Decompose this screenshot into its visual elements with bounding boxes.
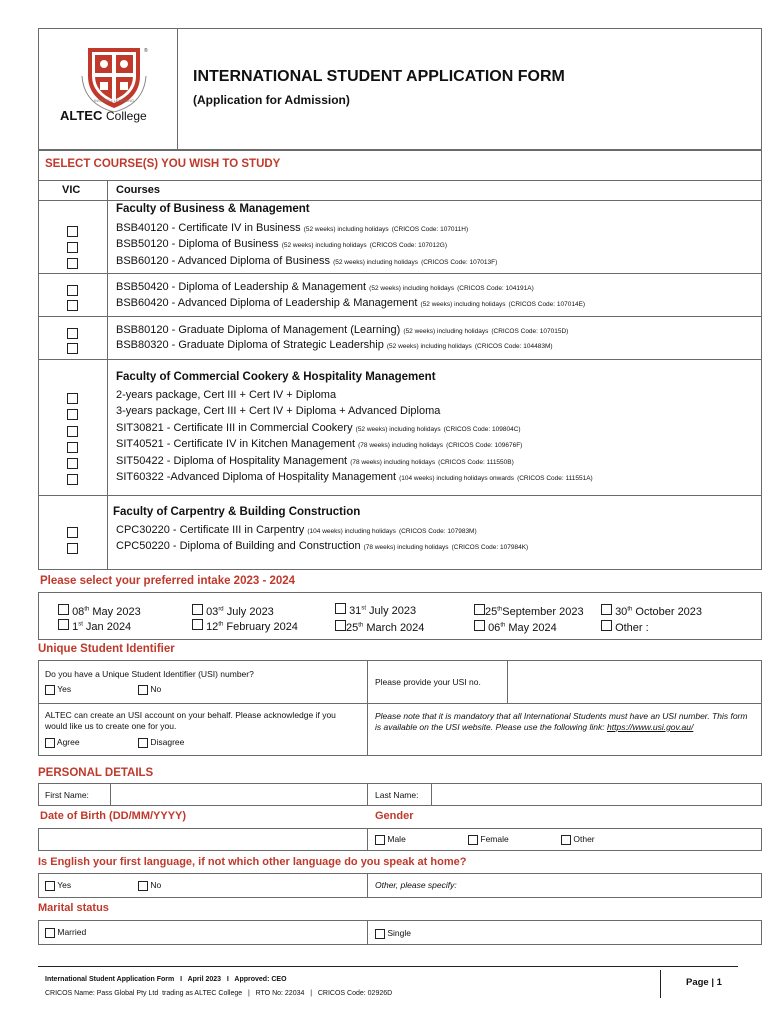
- gender-male-option[interactable]: Male: [375, 834, 406, 845]
- marital-single-option[interactable]: Single: [375, 928, 411, 939]
- other-language-label: Other, please specify:: [375, 880, 457, 890]
- intake-option-other[interactable]: Other :: [601, 620, 649, 634]
- course-checkbox[interactable]: [67, 300, 78, 311]
- course-option: 3-years package, Cert III + Cert IV + Diploma + Advanced Diploma: [116, 405, 441, 417]
- usi-question: Do you have a Unique Student Identifier (USI) number?: [45, 669, 254, 679]
- usi-disagree-option[interactable]: Disagree: [138, 737, 184, 748]
- gender-other-option[interactable]: Other: [561, 834, 595, 845]
- course-option: SIT50422 - Diploma of Hospitality Management (78 weeks) including holidays (CRICOS Code: 111550B): [116, 455, 514, 467]
- course-option: BSB60120 - Advanced Diploma of Business (52 weeks) including holidays (CRICOS Code: 107013F): [116, 255, 498, 267]
- course-option: CPC30220 - Certificate III in Carpentry (104 weeks) including holidays (CRICOS Code: 107983M): [116, 524, 477, 536]
- form-title: INTERNATIONAL STUDENT APPLICATION FORM: [193, 68, 565, 85]
- course-option: BSB40120 - Certificate IV in Business (52 weeks) including holidays (CRICOS Code: 107011H): [116, 222, 469, 234]
- course-checkbox[interactable]: [67, 328, 78, 339]
- intake-heading: Please select your preferred intake 2023 - 2024: [40, 575, 296, 587]
- course-checkbox[interactable]: [67, 343, 78, 354]
- intake-option[interactable]: 31st July 2023: [335, 603, 416, 617]
- course-option: CPC50220 - Diploma of Building and Construction (78 weeks) including holidays (CRICOS Code: 107984K): [116, 540, 529, 552]
- intake-option[interactable]: 30th October 2023: [601, 604, 702, 618]
- course-checkbox[interactable]: [67, 474, 78, 485]
- footer-line1: International Student Application Form I April 2023 I Approved: CEO: [45, 976, 287, 983]
- course-option: SIT60322 -Advanced Diploma of Hospitality Management (104 weeks) including holidays onwards (CRICOS Code: 111551A): [116, 471, 593, 483]
- intake-option[interactable]: 03rd July 2023: [192, 604, 274, 618]
- dob-input[interactable]: [40, 830, 365, 849]
- course-option: BSB50420 - Diploma of Leadership & Management (52 weeks) including holidays (CRICOS Code: 104191A): [116, 281, 534, 293]
- column-vic: VIC: [62, 184, 81, 196]
- dob-label: Date of Birth (DD/MM/YYYY): [40, 810, 187, 822]
- form-subtitle: (Application for Admission): [193, 93, 350, 107]
- course-checkbox[interactable]: [67, 242, 78, 253]
- course-checkbox[interactable]: [67, 426, 78, 437]
- intake-option[interactable]: 12th February 2024: [192, 619, 298, 633]
- usi-agree-option[interactable]: Agree: [45, 737, 80, 748]
- usi-number-input[interactable]: [509, 662, 760, 701]
- course-option: 2-years package, Cert III + Cert IV + Diploma: [116, 389, 337, 401]
- last-name-label: Last Name:: [375, 790, 419, 800]
- course-checkbox[interactable]: [67, 458, 78, 469]
- faculty-carpentry-heading: Faculty of Carpentry & Building Construction: [113, 506, 361, 518]
- usi-no-option[interactable]: No: [138, 684, 161, 695]
- gender-label: Gender: [375, 810, 414, 822]
- intake-option[interactable]: 25thSeptember 2023: [474, 604, 584, 618]
- course-checkbox[interactable]: [67, 527, 78, 538]
- english-no-option[interactable]: No: [138, 880, 161, 891]
- column-courses: Courses: [116, 184, 161, 196]
- footer-line2: CRICOS Name: Pass Global Pty Ltd trading as ALTEC College | RTO No: 22034 | CRICOS Code: 02926D: [45, 990, 393, 997]
- course-option: SIT40521 - Certificate IV in Kitchen Management (78 weeks) including holidays (CRICOS Code: 109676F): [116, 438, 523, 450]
- course-checkbox[interactable]: [67, 393, 78, 404]
- last-name-input[interactable]: [433, 785, 760, 804]
- intake-option[interactable]: 25th March 2024: [335, 620, 424, 634]
- marital-heading: Marital status: [38, 902, 109, 914]
- english-yes-option[interactable]: Yes: [45, 880, 71, 891]
- svg-text:®: ®: [144, 48, 148, 54]
- intake-option[interactable]: 1st Jan 2024: [58, 619, 131, 633]
- course-option: BSB50120 - Diploma of Business (52 weeks) including holidays (CRICOS Code: 107012G): [116, 238, 447, 250]
- gender-female-option[interactable]: Female: [468, 834, 509, 845]
- usi-create-text: ALTEC can create an USI account on your behalf. Please acknowledge if you would like us to create one for you.: [45, 710, 336, 731]
- logo-text-bold: ALTEC: [60, 108, 103, 123]
- marital-married-option[interactable]: Married: [45, 927, 86, 938]
- usi-link[interactable]: https://www.usi.gov.au/: [607, 722, 694, 732]
- english-question: Is English your first language, if not which other language do you speak at home?: [38, 856, 467, 868]
- course-option: SIT30821 - Certificate III in Commercial Cookery (52 weeks) including holidays (CRICOS Code: 109804C): [116, 422, 521, 434]
- intake-option[interactable]: 08th May 2023: [58, 604, 141, 618]
- first-name-input[interactable]: [112, 785, 365, 804]
- logo-text: College: [106, 109, 147, 123]
- course-checkbox[interactable]: [67, 226, 78, 237]
- first-name-label: First Name:: [45, 790, 89, 800]
- course-option: BSB80120 - Graduate Diploma of Management (Learning) (52 weeks) including holidays (CRICOS Code: 107015D): [116, 324, 569, 336]
- college-logo: [60, 42, 165, 127]
- course-checkbox[interactable]: [67, 442, 78, 453]
- course-option: BSB60420 - Advanced Diploma of Leadership & Management (52 weeks) including holidays (CRICOS Code: 107014E): [116, 297, 586, 309]
- logo-motto: INSPIRE • LEARNING: [94, 98, 135, 103]
- faculty-business-heading: Faculty of Business & Management: [116, 203, 310, 215]
- course-checkbox[interactable]: [67, 409, 78, 420]
- usi-yes-option[interactable]: Yes: [45, 684, 71, 695]
- course-checkbox[interactable]: [67, 543, 78, 554]
- faculty-cookery-heading: Faculty of Commercial Cookery & Hospitality Management: [116, 371, 436, 383]
- course-option: BSB80320 - Graduate Diploma of Strategic Leadership (52 weeks) including holidays (CRICOS Code: 104483M): [116, 339, 553, 351]
- usi-note: Please note that it is mandatory that all International Students must have an USI number. This form is available on the USI website. Please use the following link: https://www.usi.gov.au/: [375, 711, 748, 732]
- intake-option[interactable]: 06th May 2024: [474, 620, 557, 634]
- personal-heading: PERSONAL DETAILS: [38, 767, 154, 779]
- usi-heading: Unique Student Identifier: [38, 643, 175, 655]
- course-checkbox[interactable]: [67, 258, 78, 269]
- course-checkbox[interactable]: [67, 285, 78, 296]
- usi-provide-label: Please provide your USI no.: [375, 677, 481, 687]
- page-number: Page | 1: [686, 977, 722, 988]
- courses-heading: SELECT COURSE(S) YOU WISH TO STUDY: [45, 158, 281, 170]
